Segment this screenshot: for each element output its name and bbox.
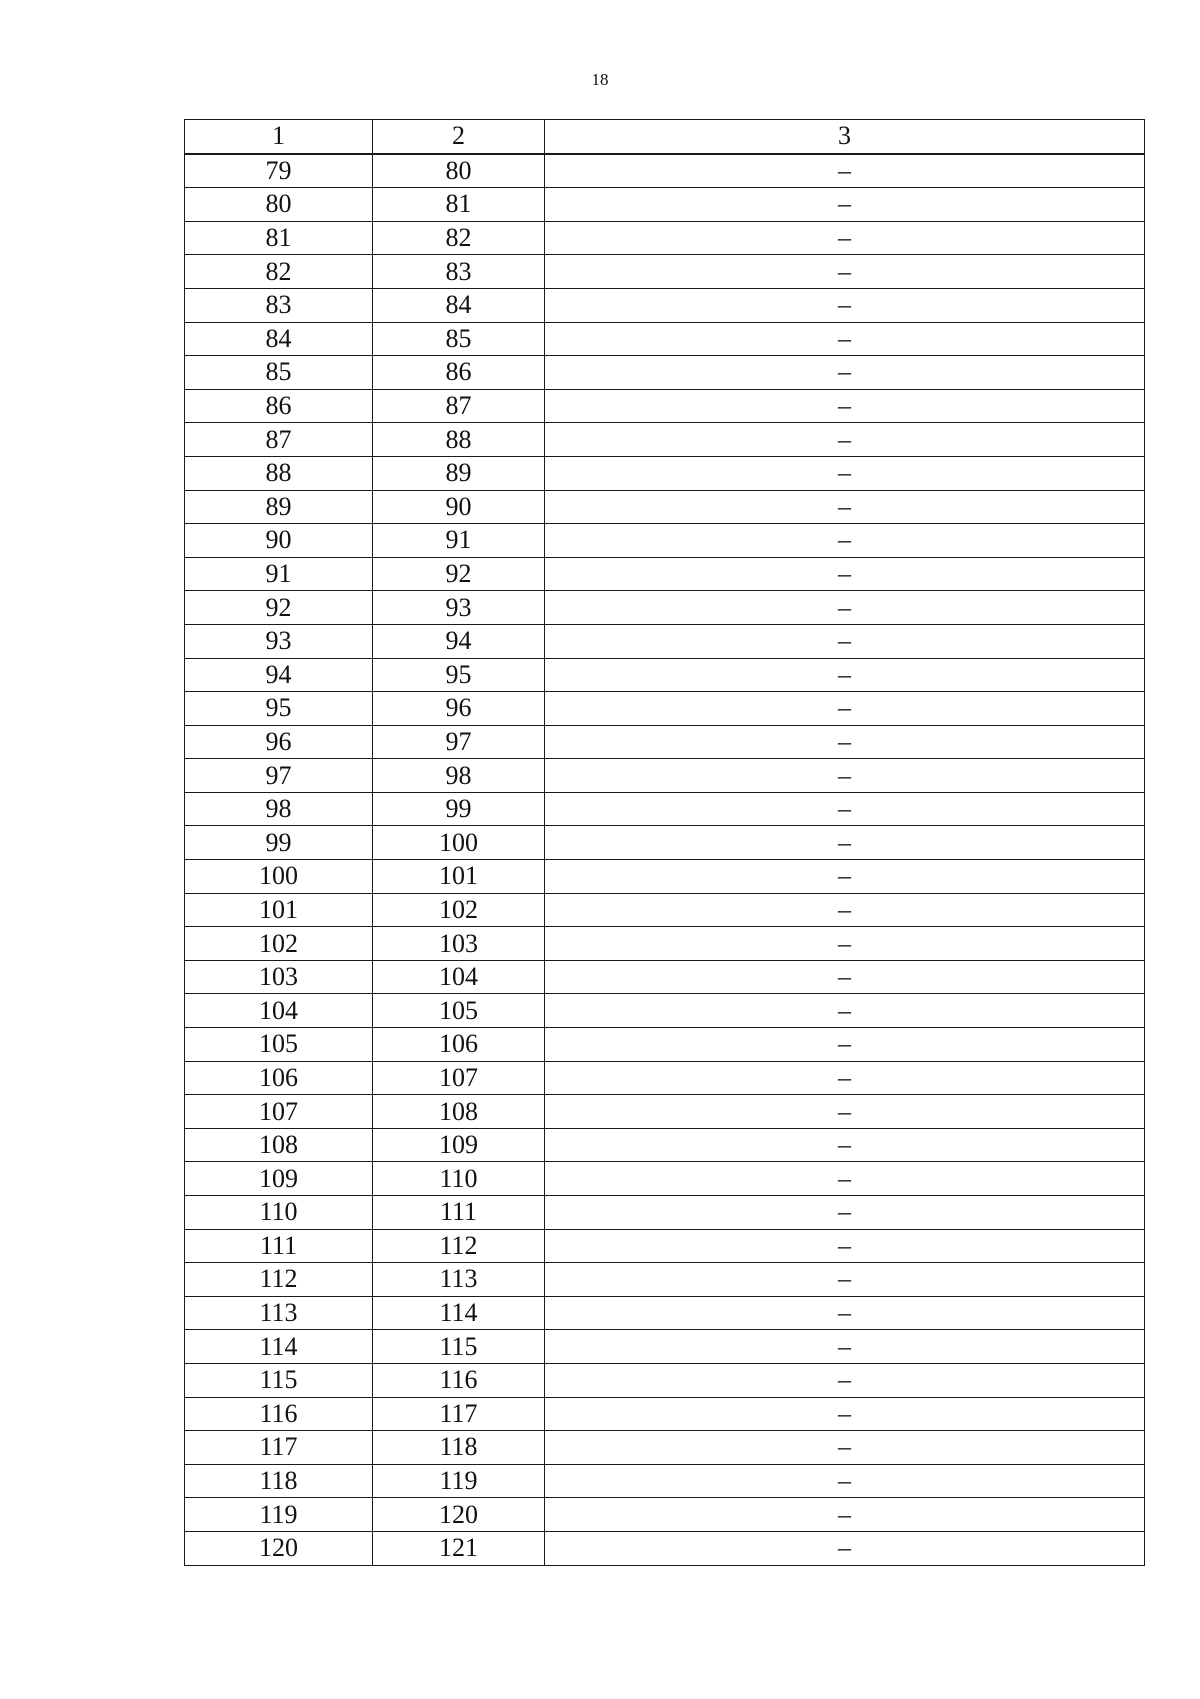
table-cell-col-1: 112 (185, 1263, 373, 1297)
table-cell-col-2: 95 (373, 658, 545, 692)
table-cell-col-3: – (545, 826, 1145, 860)
table-cell-col-1: 109 (185, 1162, 373, 1196)
table-cell-col-2: 111 (373, 1196, 545, 1230)
table-row (185, 1363, 1145, 1397)
table-cell-col-2: 96 (373, 692, 545, 726)
table-cell-col-2: 107 (373, 1061, 545, 1095)
table-cell-col-3: – (545, 658, 1145, 692)
table-cell-col-1: 83 (185, 288, 373, 322)
table-cell-col-1: 107 (185, 1095, 373, 1129)
table-cell-col-3: – (545, 524, 1145, 558)
table-row (185, 221, 1145, 255)
table-row (185, 1464, 1145, 1498)
table-cell-col-1: 86 (185, 389, 373, 423)
table-cell-col-3: – (545, 288, 1145, 322)
table-cell-col-3: – (545, 591, 1145, 625)
table-cell-col-1: 84 (185, 322, 373, 356)
table-cell-col-3: – (545, 490, 1145, 524)
table-row (185, 524, 1145, 558)
table-cell-col-1: 103 (185, 960, 373, 994)
table-cell-col-2: 81 (373, 188, 545, 222)
table-row (185, 994, 1145, 1028)
table-cell-col-1: 80 (185, 188, 373, 222)
table-row (185, 322, 1145, 356)
table-cell-col-3: – (545, 893, 1145, 927)
table-row (185, 1431, 1145, 1465)
table-cell-col-3: – (545, 356, 1145, 390)
table-cell-col-2: 113 (373, 1263, 545, 1297)
table-row (185, 389, 1145, 423)
table-row (185, 927, 1145, 961)
table-cell-col-3: – (545, 1128, 1145, 1162)
table-cell-col-2: 80 (373, 154, 545, 188)
table-cell-col-2: 93 (373, 591, 545, 625)
table-cell-col-3: – (545, 423, 1145, 457)
table-row (185, 557, 1145, 591)
table-cell-col-1: 90 (185, 524, 373, 558)
table-row (185, 188, 1145, 222)
table-cell-col-3: – (545, 1196, 1145, 1230)
table-cell-col-2: 109 (373, 1128, 545, 1162)
table-cell-col-2: 108 (373, 1095, 545, 1129)
table-cell-col-1: 92 (185, 591, 373, 625)
table-cell-col-2: 102 (373, 893, 545, 927)
table-cell-col-1: 100 (185, 860, 373, 894)
table-row (185, 792, 1145, 826)
table-cell-col-1: 87 (185, 423, 373, 457)
table-cell-col-2: 103 (373, 927, 545, 961)
table-cell-col-1: 97 (185, 759, 373, 793)
table-cell-col-2: 121 (373, 1531, 545, 1565)
table-row (185, 1196, 1145, 1230)
table-cell-col-1: 91 (185, 557, 373, 591)
table-row (185, 1028, 1145, 1062)
table-row (185, 624, 1145, 658)
table-cell-col-3: – (545, 255, 1145, 289)
table-cell-col-2: 106 (373, 1028, 545, 1062)
table-cell-col-1: 115 (185, 1363, 373, 1397)
table-cell-col-1: 99 (185, 826, 373, 860)
table-cell-col-1: 102 (185, 927, 373, 961)
table-row (185, 1296, 1145, 1330)
table-cell-col-3: – (545, 1531, 1145, 1565)
table-cell-col-3: – (545, 1431, 1145, 1465)
table-cell-col-1: 95 (185, 692, 373, 726)
table-cell-col-1: 114 (185, 1330, 373, 1364)
table-cell-col-1: 106 (185, 1061, 373, 1095)
table-cell-col-1: 89 (185, 490, 373, 524)
table-cell-col-2: 105 (373, 994, 545, 1028)
table-cell-col-1: 93 (185, 624, 373, 658)
table-cell-col-2: 88 (373, 423, 545, 457)
table-cell-col-1: 101 (185, 893, 373, 927)
table-row (185, 692, 1145, 726)
table-cell-col-1: 117 (185, 1431, 373, 1465)
table-cell-col-3: – (545, 860, 1145, 894)
table-row (185, 826, 1145, 860)
table-cell-col-3: – (545, 1263, 1145, 1297)
table-cell-col-3: – (545, 1330, 1145, 1364)
table-row (185, 154, 1145, 188)
table-row (185, 423, 1145, 457)
table-cell-col-3: – (545, 759, 1145, 793)
table-cell-col-3: – (545, 221, 1145, 255)
table-row (185, 591, 1145, 625)
table-cell-col-3: – (545, 1464, 1145, 1498)
table-cell-col-3: – (545, 1498, 1145, 1532)
table-cell-col-1: 98 (185, 792, 373, 826)
table-cell-col-1: 113 (185, 1296, 373, 1330)
table-cell-col-3: – (545, 792, 1145, 826)
table-cell-col-3: – (545, 960, 1145, 994)
table-row (185, 1128, 1145, 1162)
table-cell-col-2: 86 (373, 356, 545, 390)
table-cell-col-2: 100 (373, 826, 545, 860)
table-cell-col-1: 81 (185, 221, 373, 255)
table-cell-col-3: – (545, 994, 1145, 1028)
table-cell-col-3: – (545, 1397, 1145, 1431)
table-row (185, 860, 1145, 894)
table-cell-col-2: 90 (373, 490, 545, 524)
table-cell-col-2: 118 (373, 1431, 545, 1465)
table-cell-col-1: 85 (185, 356, 373, 390)
table-row (185, 1531, 1145, 1565)
table-row (185, 456, 1145, 490)
table-row (185, 960, 1145, 994)
table-cell-col-1: 116 (185, 1397, 373, 1431)
table-cell-col-1: 104 (185, 994, 373, 1028)
column-header-3: 3 (545, 120, 1145, 154)
table-cell-col-2: 119 (373, 1464, 545, 1498)
table-cell-col-1: 82 (185, 255, 373, 289)
table-cell-col-3: – (545, 188, 1145, 222)
table-row (185, 1095, 1145, 1129)
table-cell-col-2: 82 (373, 221, 545, 255)
table-row (185, 356, 1145, 390)
table-cell-col-2: 115 (373, 1330, 545, 1364)
table-cell-col-2: 91 (373, 524, 545, 558)
column-header-1: 1 (185, 120, 373, 154)
table-cell-col-2: 104 (373, 960, 545, 994)
table-cell-col-3: – (545, 725, 1145, 759)
table-cell-col-2: 101 (373, 860, 545, 894)
table-cell-col-1: 118 (185, 1464, 373, 1498)
table-cell-col-3: – (545, 1028, 1145, 1062)
data-table (184, 119, 1145, 1566)
table-cell-col-1: 94 (185, 658, 373, 692)
table-cell-col-3: – (545, 456, 1145, 490)
table-header-row (185, 120, 1145, 154)
table-cell-col-3: – (545, 389, 1145, 423)
column-header-2: 2 (373, 120, 545, 154)
table-cell-col-2: 110 (373, 1162, 545, 1196)
table-cell-col-3: – (545, 557, 1145, 591)
table-cell-col-3: – (545, 1162, 1145, 1196)
table-cell-col-1: 119 (185, 1498, 373, 1532)
table-cell-col-2: 97 (373, 725, 545, 759)
table-cell-col-3: – (545, 1061, 1145, 1095)
table-cell-col-2: 116 (373, 1363, 545, 1397)
table-cell-col-2: 94 (373, 624, 545, 658)
table-cell-col-2: 83 (373, 255, 545, 289)
table-cell-col-2: 99 (373, 792, 545, 826)
table-cell-col-3: – (545, 1296, 1145, 1330)
table-cell-col-3: – (545, 1363, 1145, 1397)
table-cell-col-2: 98 (373, 759, 545, 793)
table-row (185, 893, 1145, 927)
table-cell-col-1: 88 (185, 456, 373, 490)
page-number: 18 (591, 70, 609, 89)
table-cell-col-3: – (545, 624, 1145, 658)
table-cell-col-2: 120 (373, 1498, 545, 1532)
table-cell-col-1: 110 (185, 1196, 373, 1230)
table-row (185, 1330, 1145, 1364)
table-cell-col-3: – (545, 927, 1145, 961)
table-row (185, 490, 1145, 524)
table-cell-col-2: 87 (373, 389, 545, 423)
table-row (185, 1397, 1145, 1431)
table-body (185, 120, 1145, 1566)
table-cell-col-2: 114 (373, 1296, 545, 1330)
table-row (185, 725, 1145, 759)
table-cell-col-1: 111 (185, 1229, 373, 1263)
table-cell-col-1: 96 (185, 725, 373, 759)
table-row (185, 1498, 1145, 1532)
table-row (185, 1061, 1145, 1095)
table-cell-col-2: 84 (373, 288, 545, 322)
table-cell-col-2: 89 (373, 456, 545, 490)
table-row (185, 759, 1145, 793)
table-row (185, 1162, 1145, 1196)
table-cell-col-1: 79 (185, 154, 373, 188)
table-row (185, 255, 1145, 289)
table-cell-col-2: 117 (373, 1397, 545, 1431)
table-cell-col-3: – (545, 322, 1145, 356)
table-cell-col-3: – (545, 154, 1145, 188)
table-cell-col-3: – (545, 692, 1145, 726)
table-cell-col-2: 85 (373, 322, 545, 356)
table-row (185, 658, 1145, 692)
table-row (185, 1229, 1145, 1263)
table-cell-col-3: – (545, 1095, 1145, 1129)
table-cell-col-1: 105 (185, 1028, 373, 1062)
table-row (185, 288, 1145, 322)
table-row (185, 1263, 1145, 1297)
table-cell-col-3: – (545, 1229, 1145, 1263)
table-cell-col-2: 92 (373, 557, 545, 591)
table-cell-col-1: 108 (185, 1128, 373, 1162)
table-cell-col-1: 120 (185, 1531, 373, 1565)
table-cell-col-2: 112 (373, 1229, 545, 1263)
